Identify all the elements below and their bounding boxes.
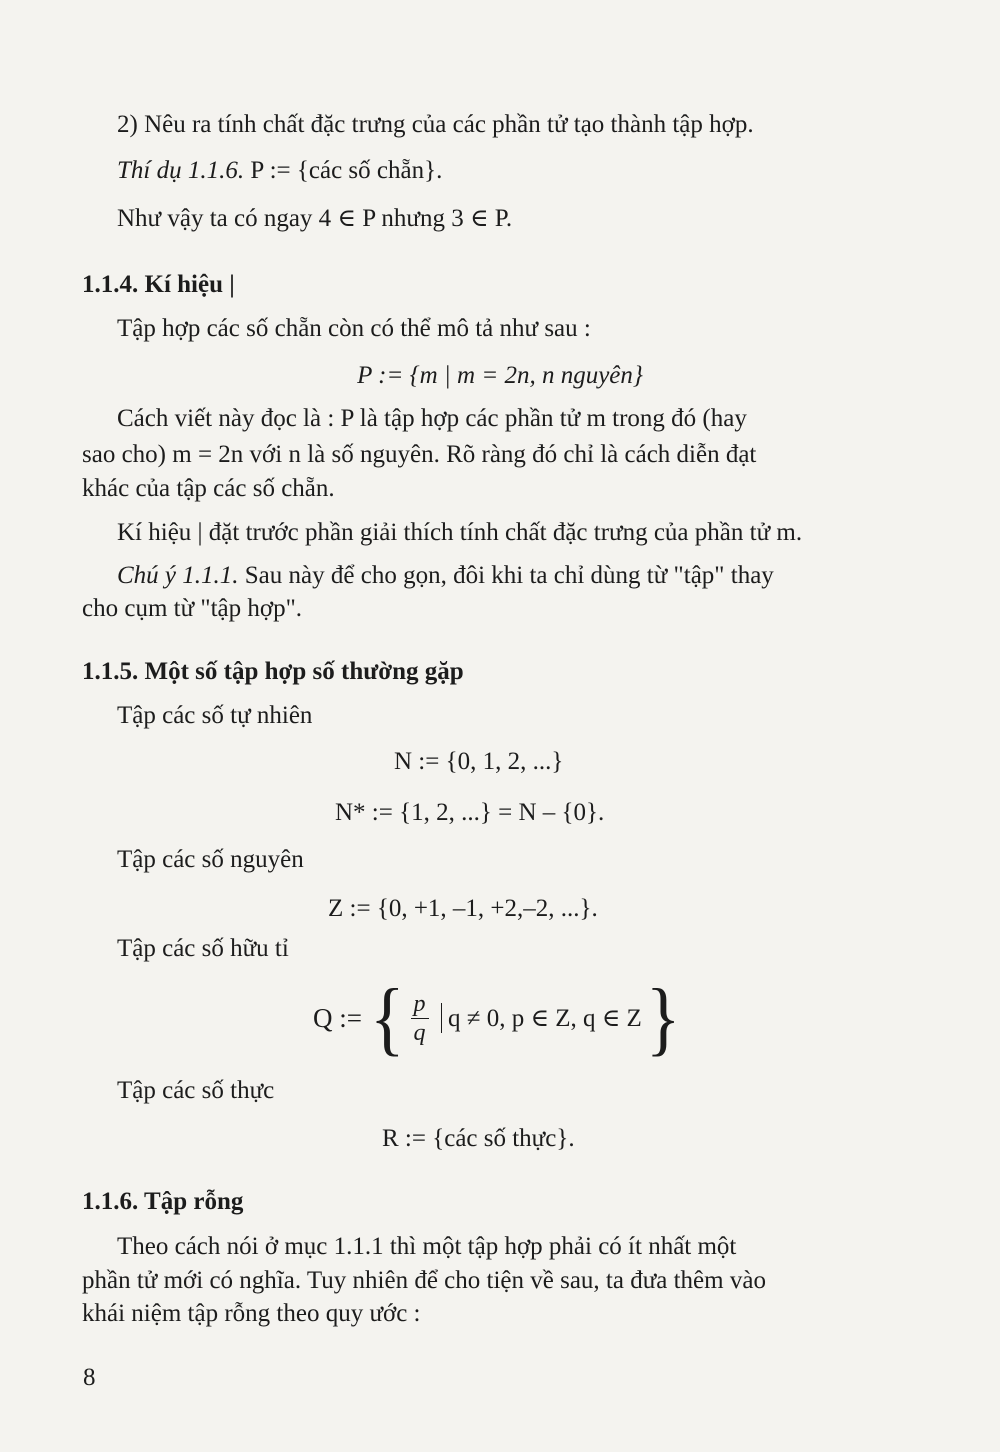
formula-Q-left: Q :=: [313, 1002, 362, 1033]
formula-P: P := {m | m = 2n, n nguyên}: [357, 362, 643, 389]
text-line: sao cho) m = 2n với n là số nguyên. Rõ ràng đó chỉ là cách diễn đạt: [82, 441, 757, 468]
text-line: Tập các số nguyên: [117, 846, 304, 873]
note-line: [117, 561, 774, 591]
text-line: Cách viết này đọc là : P là tập hợp các phần tử m trong đó (hay: [117, 405, 747, 432]
example-line: [117, 156, 442, 186]
text-line: khái niệm tập rỗng theo quy ước :: [82, 1300, 421, 1327]
example-label: Thí dụ 1.1.6.: [117, 157, 245, 184]
formula-N-star: N* := {1, 2, ...} = N – {0}.: [335, 799, 605, 826]
formula-Q: [313, 972, 681, 1064]
formula-Q-condition: q ≠ 0, p ∈ Z, q ∈ Z: [448, 1005, 642, 1032]
fraction-denominator: q: [413, 1019, 426, 1046]
brace-close: }: [645, 972, 681, 1064]
fraction: [411, 990, 429, 1047]
note-text: Sau này để cho gọn, đôi khi ta chỉ dùng từ "tập" thay: [244, 562, 774, 589]
text-line: phần tử mới có nghĩa. Tuy nhiên để cho tiện về sau, ta đưa thêm vào: [82, 1267, 766, 1294]
divider-bar: [441, 1003, 443, 1033]
formula-R: R := {các số thực}.: [382, 1125, 575, 1152]
text-line: Theo cách nói ở mục 1.1.1 thì một tập hợp phải có ít nhất một: [117, 1233, 737, 1260]
formula-Z: Z := {0, +1, –1, +2,–2, ...}.: [328, 895, 598, 922]
formula-N: N := {0, 1, 2, ...}: [394, 748, 564, 775]
example-text: P := {các số chẵn}.: [250, 157, 443, 184]
text-line: Tập các số tự nhiên: [117, 702, 313, 729]
text-line: Kí hiệu | đặt trước phần giải thích tính chất đặc trưng của phần tử m.: [117, 519, 803, 546]
fraction-numerator: p: [411, 990, 429, 1019]
page-number: 8: [83, 1364, 96, 1391]
text-line: Như vậy ta có ngay 4 ∈ P nhưng 3 ∈ P.: [117, 205, 513, 232]
text-line: khác của tập các số chẵn.: [82, 475, 335, 502]
text-line: Tập các số thực: [117, 1077, 275, 1104]
text-line: Tập hợp các số chẵn còn có thể mô tả như sau :: [117, 315, 591, 342]
text-line: Tập các số hữu tỉ: [117, 935, 289, 962]
section-heading-1-1-6: 1.1.6. Tập rỗng: [82, 1188, 244, 1215]
note-label: Chú ý 1.1.1.: [117, 562, 239, 589]
brace-open: {: [369, 972, 405, 1064]
text-line: 2) Nêu ra tính chất đặc trưng của các phần tử tạo thành tập hợp.: [117, 111, 754, 138]
section-heading-1-1-4: 1.1.4. Kí hiệu |: [82, 271, 235, 298]
text-line: cho cụm từ "tập hợp".: [82, 595, 303, 622]
section-heading-1-1-5: 1.1.5. Một số tập hợp số thường gặp: [82, 658, 464, 685]
